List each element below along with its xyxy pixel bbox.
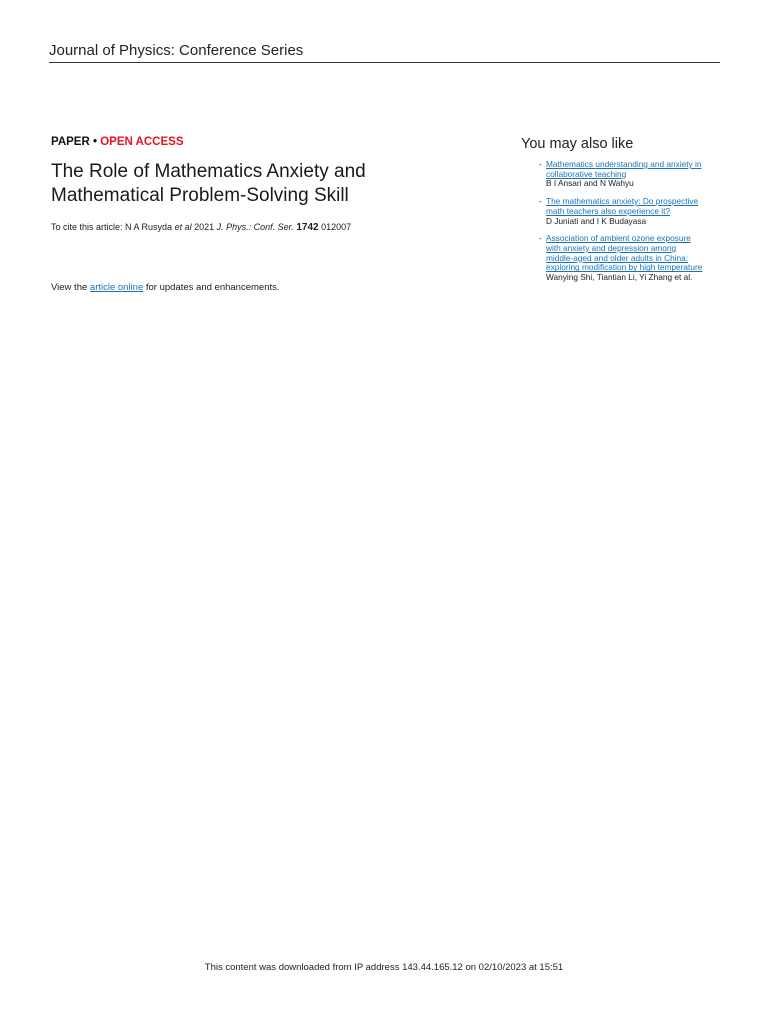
related-authors: B I Ansari and N Wahyu <box>546 178 634 189</box>
related-title-line[interactable]: Mathematics understanding and anxiety in <box>546 159 702 169</box>
related-heading: You may also like <box>521 136 634 152</box>
related-item-link[interactable] <box>546 160 721 179</box>
view-online-line <box>51 282 280 293</box>
related-title-line[interactable]: middle-aged and older adults in China: <box>546 252 689 263</box>
paper-type-line <box>51 136 471 148</box>
article-online-link[interactable]: article online <box>89 282 144 293</box>
related-item <box>521 160 721 189</box>
title-line: Mathematical Problem-Solving Skill <box>51 185 349 206</box>
related-title-line[interactable]: with anxiety and depression among <box>546 242 677 253</box>
related-item <box>521 197 721 226</box>
related-articles-panel <box>521 136 721 291</box>
citation-volume: 1742 <box>296 222 319 233</box>
citation-year: 2021 <box>191 222 217 232</box>
related-title-line[interactable]: The mathematics anxiety: Do prospective <box>546 196 699 207</box>
paper-title <box>51 160 471 208</box>
citation-article-number: 012007 <box>318 222 352 232</box>
view-prefix: View the <box>51 282 90 293</box>
list-dash: - <box>539 233 542 244</box>
citation-journal: J. Phys.: Conf. Ser. <box>216 222 294 232</box>
related-title-line[interactable]: exploring modification by high temperature <box>546 262 703 273</box>
paper-label: PAPER <box>51 136 90 148</box>
list-dash: - <box>539 196 542 207</box>
related-authors: Wanying Shi, Tiantian Li, Yi Zhang et al. <box>546 272 693 283</box>
related-item <box>521 234 721 283</box>
related-title-line[interactable]: Association of ambient ozone exposure <box>546 233 691 244</box>
download-notice: This content was downloaded from IP address 143.44.165.12 on 02/10/2023 at 15:51 <box>204 962 564 973</box>
separator-dot: • <box>89 136 101 148</box>
related-item-link[interactable] <box>546 234 721 273</box>
related-title-line[interactable]: math teachers also experience it? <box>546 205 671 216</box>
article-info <box>51 136 471 233</box>
citation <box>51 222 471 233</box>
view-suffix: for updates and enhancements. <box>143 282 280 293</box>
citation-prefix: To cite this article: N A Rusyda <box>51 222 175 232</box>
title-line: The Role of Mathematics Anxiety and <box>51 161 366 182</box>
journal-name: Journal of Physics: Conference Series <box>49 42 720 63</box>
related-item-link[interactable] <box>546 197 721 216</box>
list-dash: - <box>539 159 542 169</box>
related-title-line[interactable]: collaborative teaching <box>546 168 627 179</box>
open-access-label: OPEN ACCESS <box>100 136 184 148</box>
citation-et-al: et al <box>174 222 192 232</box>
related-authors: D Juniati and I K Budayasa <box>546 215 647 226</box>
